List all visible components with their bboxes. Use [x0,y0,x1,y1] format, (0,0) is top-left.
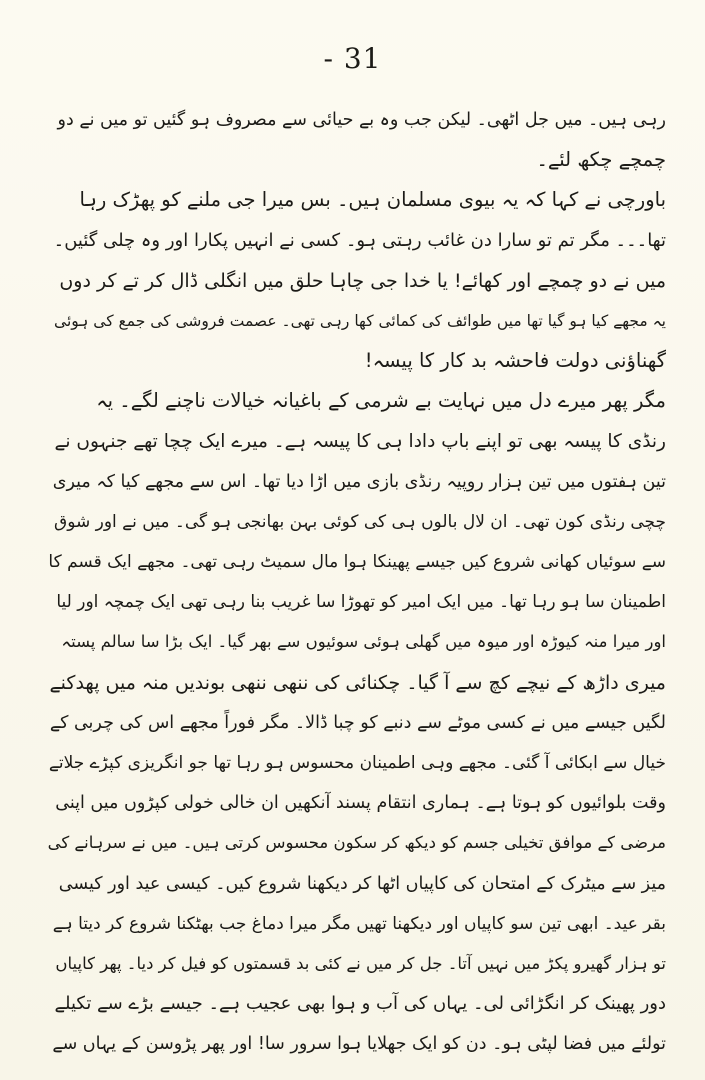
text-line: باورچی نے کہا کہ یہ بیوی مسلمان ہیں۔ بس میرا جی ملنے کو پھڑک رہا [79,188,666,212]
text-line: لگیں جیسے میں نے کسی موٹے سے دنبے کو چبا ڈالا۔ مگر فوراً مجھے اس کی چربی کے [49,712,666,733]
text-line: سے سوئیاں کھانی شروع کیں جیسے پھینکا ہوا مال سمیٹ رہی تھی۔ مجھے ایک قسم کا [48,552,666,573]
text-line: خیال سے ابکائی آ گئی۔ مجھے وہی اطمینان محسوس ہو رہا تھا جو انگریزی کپڑے جلاتے [48,753,666,773]
text-line: میں نے دو چمچے اور کھائے! یا خدا جی چاہا حلق میں انگلی ڈال کر تے کر دوں [59,269,666,292]
text-line: دور پھینک کر انگڑائی لی۔ یہاں کی آب و ہوا بھی عجیب ہے۔ جیسے بڑے سے تکیلے [54,993,666,1015]
body-text [46,100,666,1065]
text-line: وقت بلوائیوں کو ہوتا ہے۔ ہماری انتقام پسند آنکھیں ان خالی خولی کپڑوں میں اپنی [55,793,666,814]
text-line: رہی ہیں۔ میں جل اٹھی۔ لیکن جب وہ بے حیائی سے مصروف ہو گئیں تو میں نے دو [57,110,666,130]
text-line: چمچے چکھ لئے۔ [536,148,666,172]
text-line: تھا۔۔۔ مگر تم تو سارا دن غائب رہتی ہو۔ کسی نے انہیں پکارا اور وہ چلی گئیں۔ [53,229,666,251]
text-line: بقر عید۔ ابھی تین سو کاپیاں اور دیکھنا تھیں مگر میرا دماغ جب بھٹکنا شروع کر دیتا ہے [52,913,666,934]
text-line: یہ مجھے کیا ہو گیا تھا میں طوائف کی کمائی کھا رہی تھی۔ عصمت فروشی کی جمع کی ہوئی [54,311,666,330]
text-line: تولئے میں فضا لپٹی ہو۔ دن کو ایک جھلایا ہوا سرور سا! اور پھر پڑوسن کے یہاں سے [52,1034,666,1055]
text-line: چچی رنڈی کون تھی۔ ان لال بالوں ہی کی کوئی بہن بھانجی ہو گی۔ میں نے اور شوق [54,511,666,532]
page-number: - 31 [323,42,382,75]
text-line: تو ہزار گھیرو پکڑ میں نہیں آتا۔ جل کر میں نے کئی بد قسمتوں کو فیل کر دیا۔ پھر کاپیاں [55,953,666,973]
text-line: گھناؤنی دولت فاحشہ بد کار کا پیسہ! [364,349,666,373]
text-line: مگر پھر میرے دل میں نہایت بے شرمی کے باغیانہ خیالات ناچنے لگے۔ یہ [96,389,666,413]
text-line: مرضی کے موافق تخیلی جسم کو دیکھ کر سکون محسوس کرتی ہیں۔ میں نے سرہانے کی [47,833,666,853]
text-line: میری داڑھ کے نیچے کچ سے آ گیا۔ چکنائی کی ننھی ننھی بوندیں منہ میں پھدکنے [49,671,666,694]
text-line: میز سے میٹرک کے امتحان کی کاپیاں اٹھا کر دیکھنا شروع کیں۔ کیسی عید اور کیسی [58,873,666,894]
text-line: تین ہفتوں میں تین ہزار روپیہ رنڈی بازی میں اڑا دیا تھا۔ اس سے مجھے کیا کہ میری [52,471,666,492]
text-line: اور میرا منہ کیوڑہ اور میوہ میں گھلی ہوئی سوئیوں سے بھر گیا۔ ایک بڑا سا سالم پستہ [61,632,666,652]
text-line: اطمینان سا ہو رہا تھا۔ میں ایک امیر کو تھوڑا سا غریب بنا رہی تھی ایک چمچہ اور لیا [56,592,666,613]
text-line: رنڈی کا پیسہ بھی تو اپنے باپ دادا ہی کا پیسہ ہے۔ میرے ایک چچا تھے جنہوں نے [54,430,666,452]
